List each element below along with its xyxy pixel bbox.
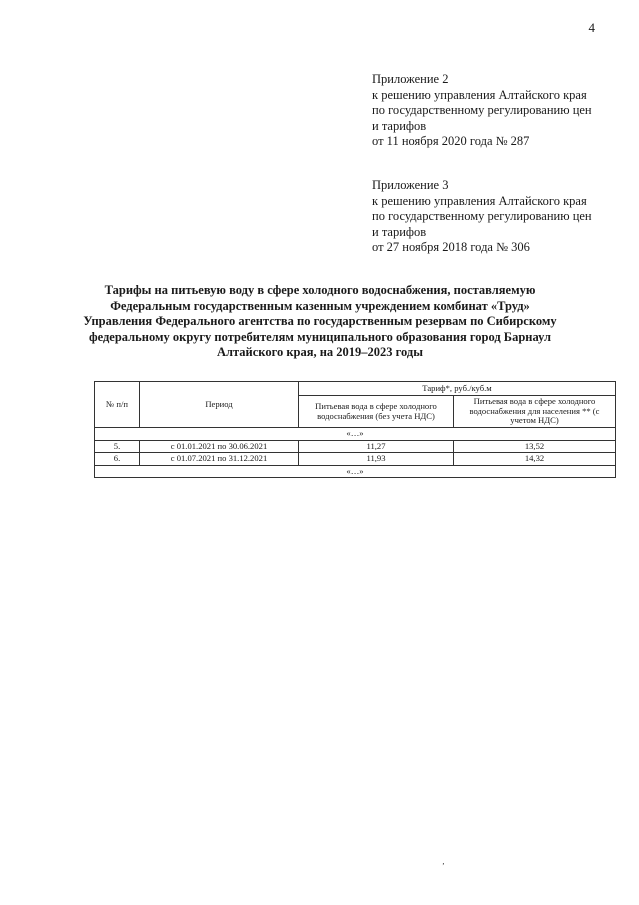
appendix-3-line: от 27 ноября 2018 года № 306 bbox=[372, 240, 530, 254]
appendix-3-block bbox=[372, 178, 592, 256]
document-title: Тарифы на питьевую воду в сфере холодного водоснабжения, поставляемую Федеральным государственным казенным учреждением комбинат «Труд» Управления Федерального агентства по государственным резервам по Сибирскому федеральному округу потребителям муниципального образования город Барнаул Алтайского края, на 2019–2023 годы bbox=[83, 283, 557, 360]
row-tariff-b: 14,32 bbox=[454, 453, 616, 466]
row-period: с 01.07.2021 по 31.12.2021 bbox=[140, 453, 299, 466]
header-period: Период bbox=[140, 382, 299, 428]
ellipsis-row bbox=[95, 465, 616, 478]
row-period: с 01.01.2021 по 30.06.2021 bbox=[140, 440, 299, 453]
appendix-2-line: от 11 ноября 2020 года № 287 bbox=[372, 134, 530, 148]
header-col-a: Питьевая вода в сфере холодного водоснабжения (без учета НДС) bbox=[299, 396, 454, 428]
appendix-2-block bbox=[372, 72, 592, 150]
row-tariff-a: 11,93 bbox=[299, 453, 454, 466]
row-tariff-a: 11,27 bbox=[299, 440, 454, 453]
appendix-2-line: к решению управления Алтайского края bbox=[372, 87, 587, 102]
row-num: 6. bbox=[95, 453, 140, 466]
ellipsis-cell: «…» bbox=[95, 465, 616, 478]
appendix-3-line: по государственному регулированию цен bbox=[372, 209, 592, 223]
table-header-row bbox=[95, 382, 616, 396]
row-num: 5. bbox=[95, 440, 140, 453]
appendix-2-line: и тарифов bbox=[372, 118, 427, 133]
row-tariff-b: 13,52 bbox=[454, 440, 616, 453]
header-tariff: Тариф*, руб./куб.м bbox=[299, 382, 616, 396]
appendix-3-line: Приложение 3 bbox=[372, 178, 449, 192]
header-col-b: Питьевая вода в сфере холодного водоснабжения для населения ** (с учетом НДС) bbox=[454, 396, 616, 428]
ellipsis-cell: «…» bbox=[95, 428, 616, 441]
appendix-2-line: Приложение 2 bbox=[372, 72, 449, 86]
appendix-3-line: к решению управления Алтайского края bbox=[372, 193, 587, 208]
tariff-table bbox=[94, 381, 616, 478]
footer-mark: ‚ bbox=[442, 857, 445, 866]
page-number: 4 bbox=[588, 20, 595, 35]
table-row bbox=[95, 453, 616, 466]
appendix-3-line: и тарифов bbox=[372, 224, 427, 239]
header-num: № п/п bbox=[95, 382, 140, 428]
appendix-2-line: по государственному регулированию цен bbox=[372, 103, 592, 117]
table-row bbox=[95, 440, 616, 453]
ellipsis-row bbox=[95, 428, 616, 441]
